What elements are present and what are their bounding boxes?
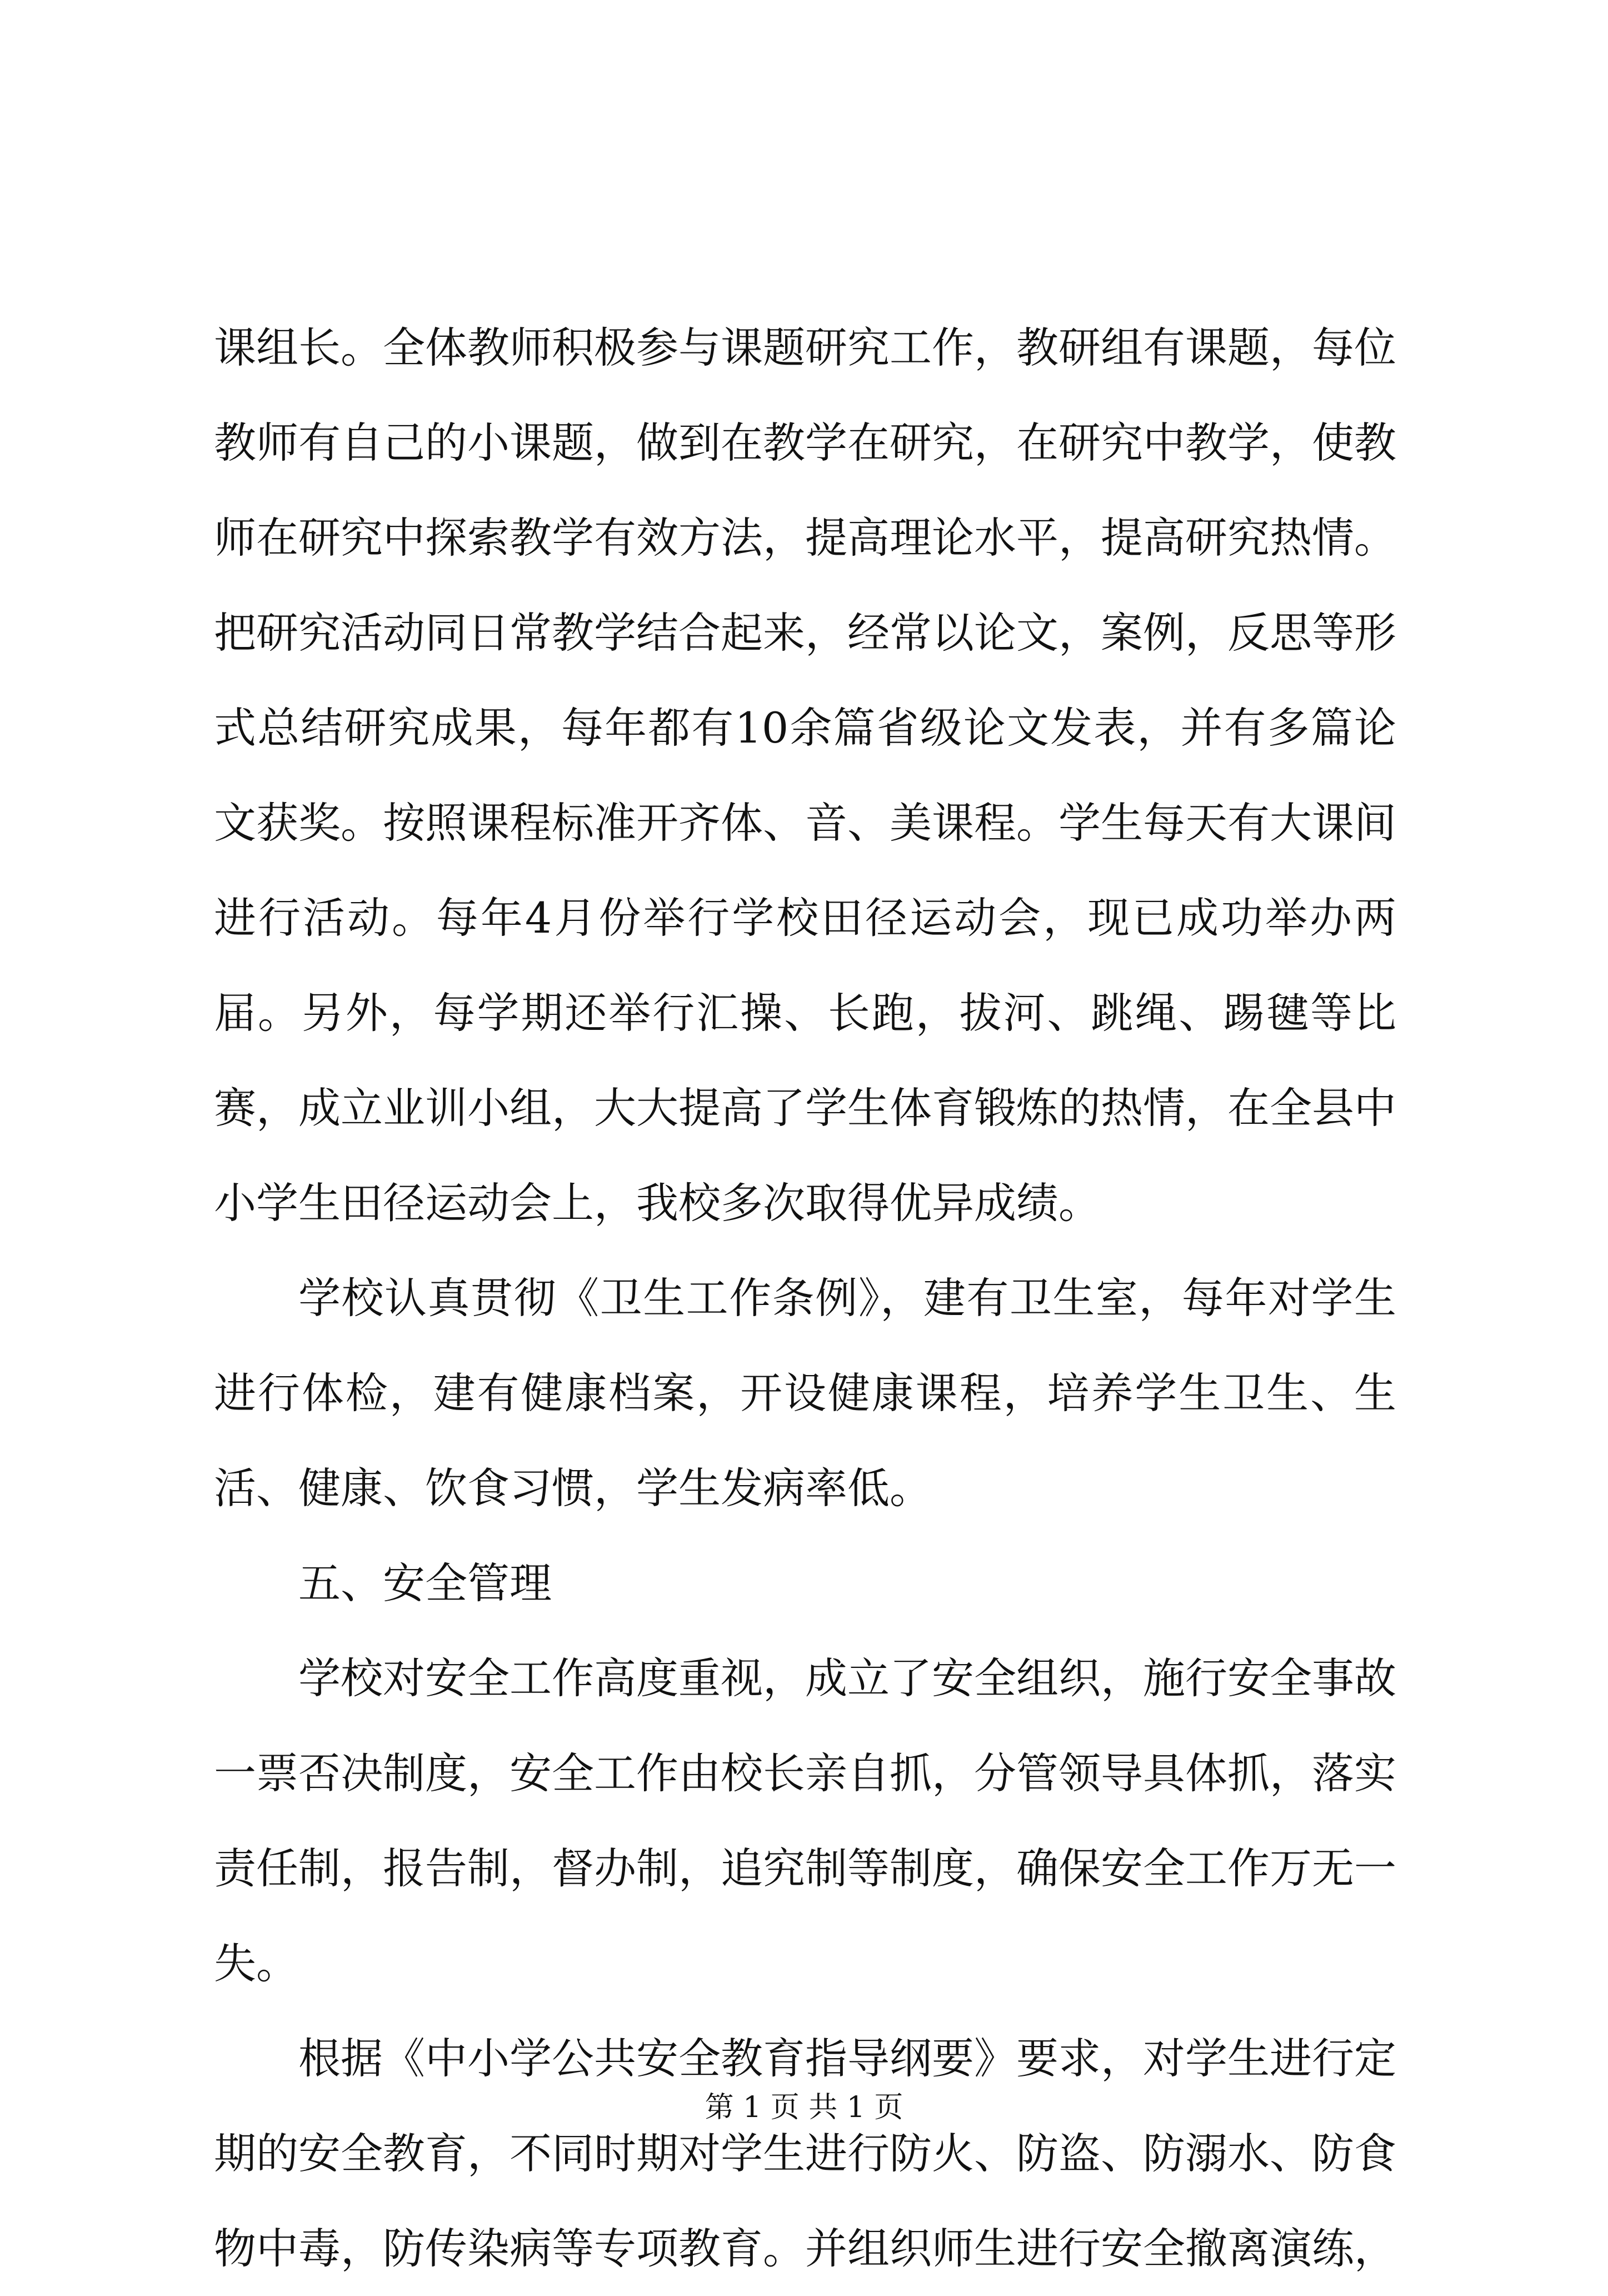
section-heading-safety-management: 五、安全管理 <box>298 1558 552 1608</box>
page-number-footer: 第 1 页 共 1 页 <box>705 2091 903 2124</box>
paragraph-research-and-sports: 课组长。全体教师积极参与课题研究工作，教研组有课题，每位教师有自己的小课题，做到在教学在研究，在研究中教学，使教师在研究中探索教学有效方法，提高理论水平，提高研究热情。把研究活动同日常教学结合起来，经常以论文，案例，反思等形式总结研究成果，每年都有10余篇省级论文发表，并有多篇论文获奖。按照课程标准开齐体、音、美课程。学生每天有大课间进行活动。每年4月份举行学校田径运动会，现已成功举办两届。另外，每学期还举行汇操、长跑，拔河、跳绳、踢毽等比赛，成立业训小组，大大提高了学生体育锻炼的热情，在全县中小学生田径运动会上，我校多次取得优异成绩。 <box>214 323 1396 1228</box>
paragraph-safety-education: 根据《中小学公共安全教育指导纲要》要求，对学生进行定期的安全教育，不同时期对学生进行防火、防盗、防溺水、防食物中毒，防传染病等专项教育。并组织师生进行安全撤离演练， <box>214 2034 1396 2273</box>
document-body <box>214 300 1396 2296</box>
paragraph-health: 学校认真贯彻《卫生工作条例》，建有卫生室，每年对学生进行体检，建有健康档案，开设健康课程，培养学生卫生、生活、健康、饮食习惯，学生发病率低。 <box>214 1273 1396 1513</box>
paragraph-safety-organization: 学校对安全工作高度重视，成立了安全组织，施行安全事故一票否决制度，安全工作由校长亲自抓，分管领导具体抓，落实责任制，报告制，督办制，追究制等制度，确保安全工作万无一失。 <box>214 1653 1396 1988</box>
